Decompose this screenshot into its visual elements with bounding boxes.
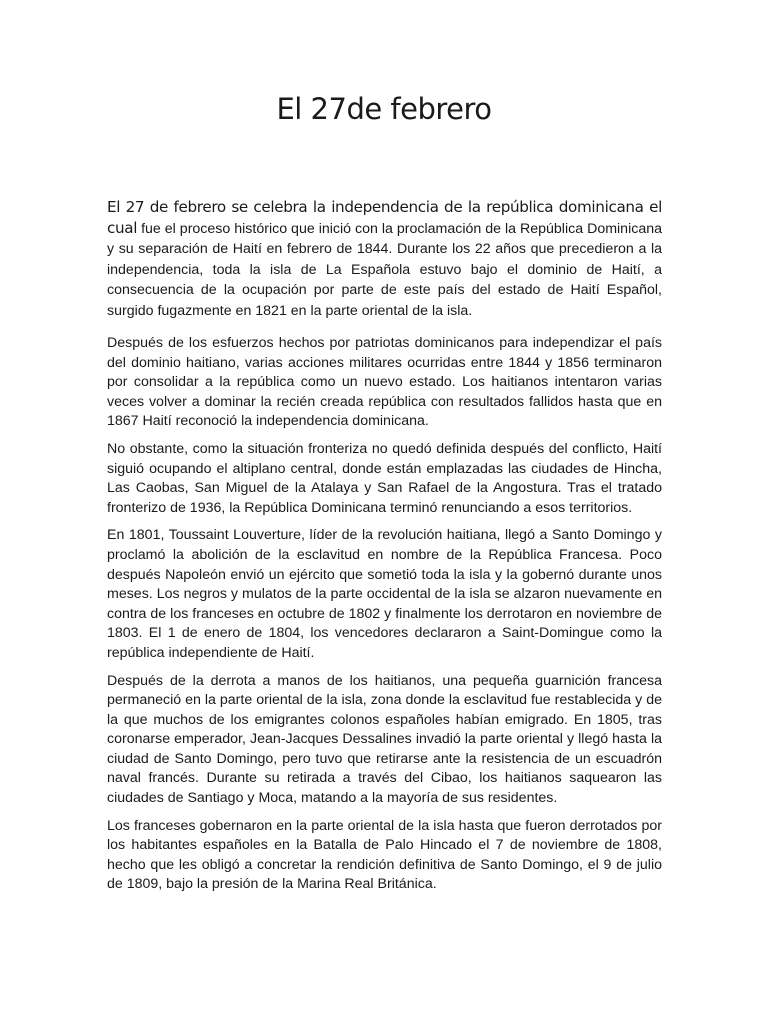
- paragraph-1: [107, 198, 662, 321]
- paragraph-4: En 1801, Toussaint Louverture, líder de la revolución haitiana, llegó a Santo Domingo y proclamó la abolición de la esclavitud en nombre de la República Francesa. Poco después Napoleón envió un ejército que sometió toda la isla y la gobernó durante unos meses. Los negros y mulatos de la parte occidental de la isla se alzaron nuevamente en contra de los franceses en octubre de 1802 y finalmente los derrotaron en noviembre de 1803. El 1 de enero de 1804, los vencedores declararon a Saint-Domingue como la república independiente de Haití.: [107, 527, 662, 661]
- document-title: El 27de febrero: [276, 92, 492, 126]
- paragraph-3: No obstante, como la situación fronteriza no quedó definida después del conflicto, Haití siguió ocupando el altiplano central, donde están emplazadas las ciudades de Hincha, Las Caobas, San Miguel de la Atalaya y San Rafael de la Angostura. Tras el tratado fronterizo de 1936, la República Dominicana terminó renunciando a esos territorios.: [107, 440, 662, 516]
- paragraph-2: Después de los esfuerzos hechos por patriotas dominicanos para independizar el país del dominio haitiano, varias acciones militares ocurridas entre 1844 y 1856 terminaron por consolidar a la república como un nuevo estado. Los haitianos intentaron varias veces volver a dominar la recién creada república con resultados fallidos hasta que en 1867 Haití reconoció la independencia dominicana.: [107, 335, 662, 430]
- paragraph-1-text: fue el proceso histórico que inició con la proclamación de la República Dominicana y su separación de Haití en febrero de 1844. Durante los 22 años que precedieron a la independencia, toda la isla de La Española estuvo bajo el dominio de Haití, a consecuencia de la ocupación por parte de este país del estado de Haití Español, surgido fugazmente en 1821 en la parte oriental de la isla.: [107, 220, 662, 319]
- document-body: [107, 198, 662, 903]
- paragraph-1-lead: El 27 de febrero se celebra la independencia de la república dominicana el cual: [107, 198, 662, 237]
- paragraph-5: Después de la derrota a manos de los haitianos, una pequeña guarnición francesa permaneció en la parte oriental de la isla, zona donde la esclavitud fue restablecida y de la que muchos de los emigrantes colonos españoles habían emigrado. En 1805, tras coronarse emperador, Jean-Jacques Dessalines invadió la parte oriental y llegó hasta la ciudad de Santo Domingo, pero tuvo que retirarse ante la resistencia de un escuadrón naval francés. Durante su retirada a través del Cibao, los haitianos saquearon las ciudades de Santiago y Moca, matando a la mayoría de sus residentes.: [107, 672, 662, 807]
- paragraph-6: Los franceses gobernaron en la parte oriental de la isla hasta que fueron derrotados por los habitantes españoles en la Batalla de Palo Hincado el 7 de noviembre de 1808, hecho que les obligó a concretar la rendición definitiva de Santo Domingo, el 9 de julio de 1809, bajo la presión de la Marina Real Británica.: [107, 817, 662, 893]
